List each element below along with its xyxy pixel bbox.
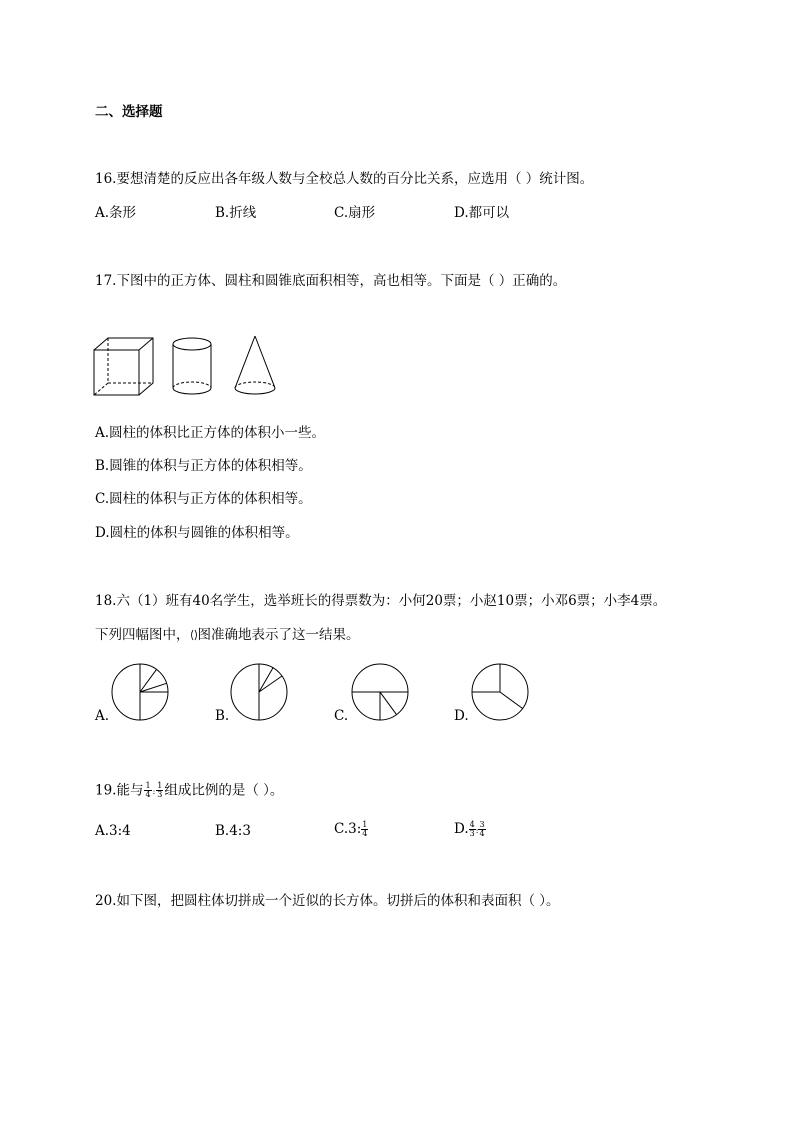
fraction-2-denominator: 3	[157, 790, 163, 799]
question-19-option-c[interactable]	[334, 821, 368, 838]
option-d-fraction-1	[469, 821, 476, 838]
blank-parentheses-icon	[190, 629, 198, 641]
option-c-fraction	[361, 821, 368, 838]
question-19-option-c-prefix: C.3:	[334, 821, 362, 837]
option-c-denominator: 4	[362, 829, 368, 838]
fraction-1-numerator: 1	[145, 781, 151, 790]
question-17-option-d[interactable]: D.圆柱的体积与圆锥的体积相等。	[95, 525, 299, 541]
option-d-fraction-2	[478, 821, 485, 838]
question-18-stem-line1: 18.六（1）班有40名学生，选举班长的得票数为：小何20票；小赵10票；小邓6票；小李4票。	[95, 593, 667, 609]
fraction-1	[144, 782, 151, 799]
option-d-numerator-1: 4	[469, 820, 475, 829]
question-20-stem: 20.如下图，把圆柱体切拼成一个近似的长方体。切拼后的体积和表面积（ ）。	[95, 893, 560, 909]
pie-option-d[interactable]	[470, 662, 530, 722]
question-16-option-b[interactable]: B.折线	[215, 205, 257, 221]
section-title: 二、选择题	[95, 104, 163, 120]
solids-figure	[90, 334, 290, 404]
question-18-stem-line2-b: 图准确地表示了这一结果。	[197, 627, 360, 643]
question-19-stem-b: 组成比例的是（ ）。	[164, 782, 284, 799]
cone-shape	[235, 336, 275, 394]
question-19-option-b[interactable]: B.4:3	[215, 823, 251, 839]
question-19-stem-a: 19.能与	[95, 782, 144, 799]
cube-shape	[94, 338, 153, 395]
option-d-denominator-2: 4	[479, 829, 485, 838]
question-17-stem: 17.下图中的正方体、圆柱和圆锥底面积相等，高也相等。下面是（ ）正确的。	[95, 273, 567, 289]
question-18-stem-line2-a: 下列四幅图中，	[95, 627, 190, 643]
pie-option-c[interactable]	[350, 662, 410, 722]
question-16-option-a[interactable]: A.条形	[95, 205, 137, 221]
question-18-option-d-label: D.	[454, 708, 469, 724]
question-17-option-c[interactable]: C.圆柱的体积与正方体的体积相等。	[95, 491, 312, 507]
option-c-numerator: 1	[362, 820, 368, 829]
question-18-stem-line2	[95, 627, 360, 643]
fraction-2	[156, 782, 163, 799]
option-d-denominator-1: 3	[469, 829, 475, 838]
question-16-stem: 16.要想清楚的反应出各年级人数与全校总人数的百分比关系，应选用（ ）统计图。	[95, 171, 594, 187]
question-16-option-c[interactable]: C.扇形	[334, 205, 376, 221]
pie-option-b[interactable]	[229, 662, 289, 722]
option-d-numerator-2: 3	[479, 820, 485, 829]
question-19-option-a[interactable]: A.3:4	[95, 823, 131, 839]
pie-option-a[interactable]	[110, 662, 170, 722]
question-19-option-d[interactable]: D. $\frac{4}{3}$ : $\frac{3}{4}$	[454, 820, 485, 838]
fraction-2-numerator: 1	[157, 781, 163, 790]
question-17-option-a[interactable]: A.圆柱的体积比正方体的体积小一些。	[95, 425, 326, 441]
question-19-option-d-prefix: D.	[454, 821, 469, 837]
question-16-option-d[interactable]: D.都可以	[454, 205, 510, 221]
cylinder-shape	[173, 338, 211, 394]
ratio-fractions: $\frac{1}{4}$ : $\frac{1}{3}$	[145, 781, 163, 799]
question-18-option-a-label: A.	[95, 708, 110, 724]
question-17-option-b[interactable]: B.圆锥的体积与正方体的体积相等。	[95, 458, 312, 474]
fraction-1-denominator: 4	[145, 790, 151, 799]
question-19-stem	[95, 782, 283, 800]
question-18-option-c-label: C.	[334, 708, 349, 724]
question-18-option-b-label: B.	[215, 708, 230, 724]
